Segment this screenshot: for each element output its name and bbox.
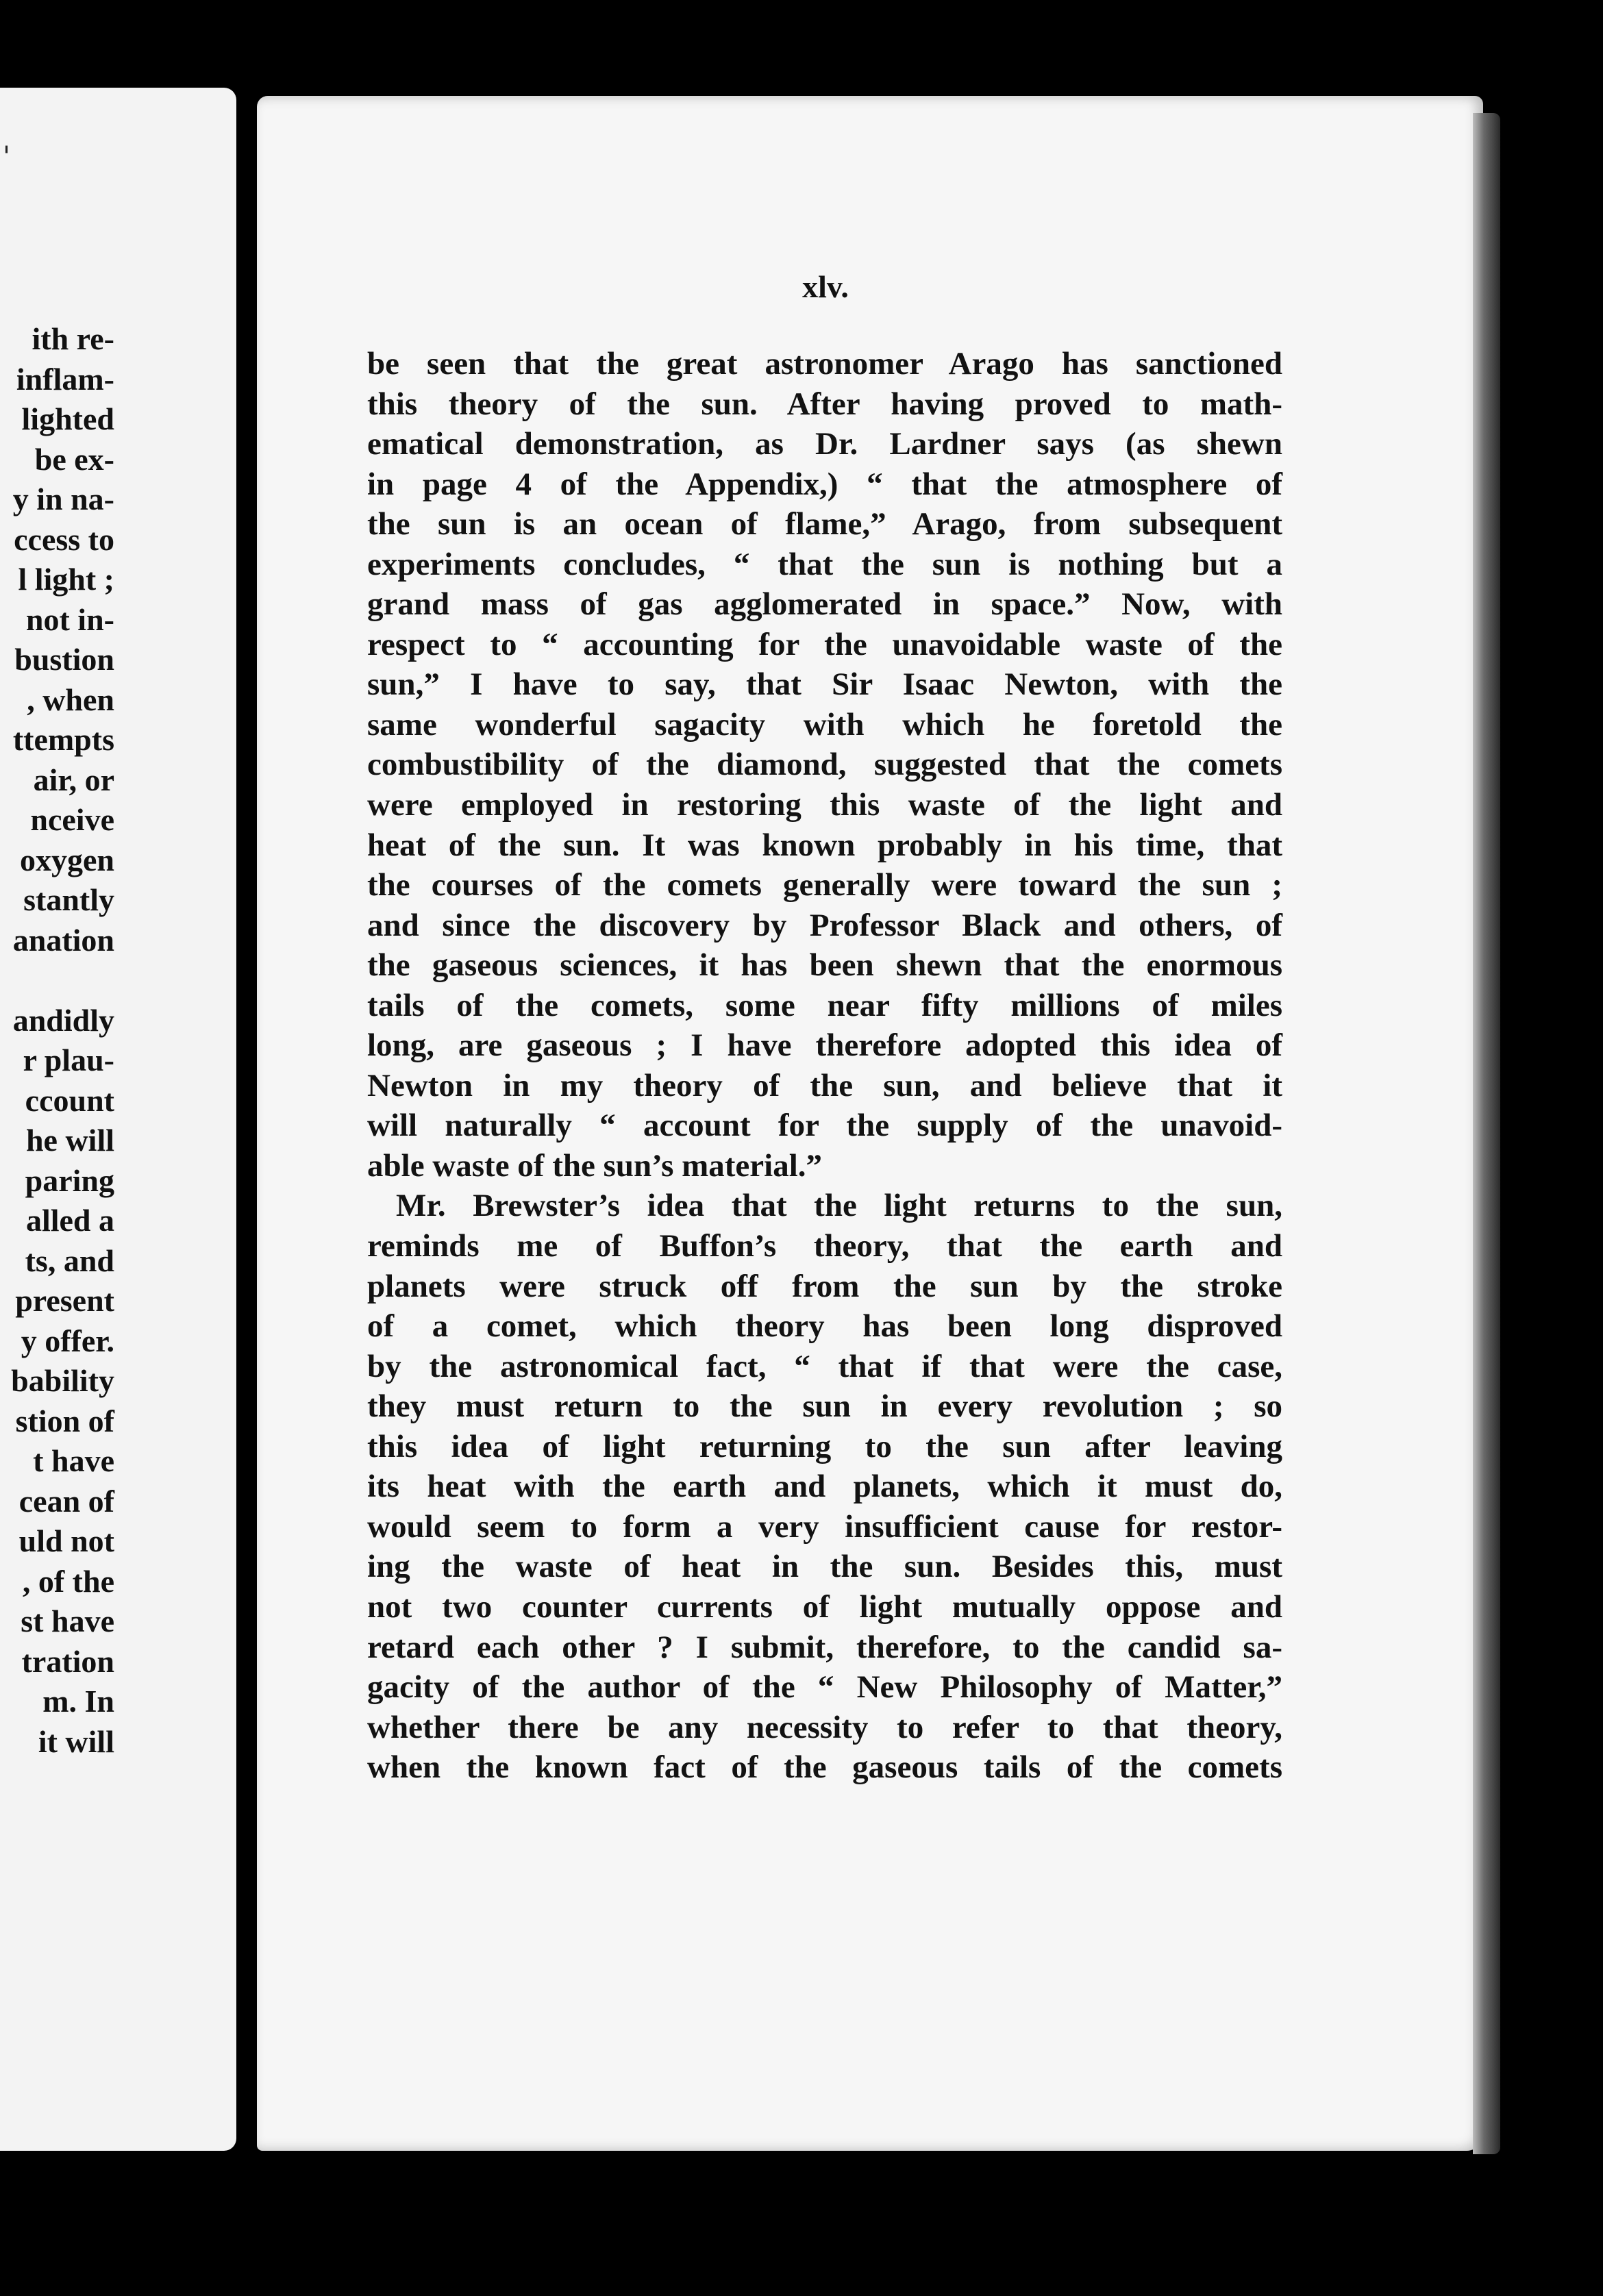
text-line: y in na- [12,482,114,516]
text-line: ts, and [25,1243,114,1278]
text-line: be ex- [34,441,114,477]
text-line: m. In [42,1684,114,1719]
text-line: ematical demonstration, as Dr. Lardner says (as shewn [367,426,1282,462]
text-line: ccount [25,1082,114,1118]
text-line: paring [25,1162,114,1198]
paragraph-end-line: able waste of the sun’s material.” [367,1147,823,1184]
text-line: its heat with the earth and planets, which it must do, [367,1469,1282,1505]
text-line: tails of the comets, some near fifty millions of miles [367,987,1282,1023]
text-line: stantly [23,882,114,917]
text-line: tration [21,1643,114,1679]
paragraph-gap [11,960,114,1001]
text-line: cean of [18,1483,114,1519]
text-line: lighted [21,401,114,436]
text-line: of a comet, which theory has been long disproved [367,1308,1282,1345]
text-line: would seem to form a very insufficient cause for restor- [367,1508,1282,1545]
text-line: by the astronomical fact, “ that if that were the case, [367,1348,1282,1384]
text-line: anation [12,922,114,958]
page-edge-stack [1473,113,1500,2154]
text-line: combustibility of the diamond, suggested that the comets [367,747,1282,783]
text-line: nceive [30,802,114,837]
text-line: andidly [12,1002,114,1038]
text-line: whether there be any necessity to refer to that theory, [367,1709,1282,1745]
text-line: l light ; [18,562,114,597]
text-line: , of the [22,1563,114,1599]
text-line: not two counter currents of light mutually oppose and [367,1588,1282,1625]
text-line: stion of [15,1403,114,1438]
text-line: he will [25,1123,114,1158]
text-line: present [15,1283,114,1318]
text-line: y offer. [21,1323,114,1358]
text-line: be seen that the great astronomer Arago has sanctioned [367,346,1282,382]
text-line: ith re- [32,321,114,356]
text-line: oxygen [20,842,114,877]
book-gutter [236,0,257,2296]
text-line: r plau- [23,1043,114,1077]
text-line: ttempts [12,722,114,757]
text-line: this idea of light returning to the sun after leaving [367,1428,1282,1464]
text-line: ccess to [14,521,114,557]
text-line: this theory of the sun. After having proved to math- [367,386,1282,422]
text-line: the courses of the comets generally were toward the sun ; [367,867,1282,903]
text-line: not in- [25,601,114,637]
text-line: they must return to the sun in every revolution ; so [367,1388,1282,1425]
text-line: , when [27,682,114,717]
text-line: ing the waste of heat in the sun. Besides this, must [367,1549,1282,1585]
text-line: sun,” I have to say, that Sir Isaac Newton, with the [367,666,1282,703]
text-line: long, are gaseous ; I have therefore adopted this idea of [367,1027,1282,1064]
text-line: it will [38,1723,114,1759]
paragraph-first-line: Mr. Brewster’s idea that the light returns to the sun, [396,1188,1282,1224]
text-line: Newton in my theory of the sun, and believe that it [367,1067,1282,1103]
text-line: gacity of the author of the “ New Philosophy of Matter,” [367,1669,1282,1706]
text-line: bability [11,1363,114,1398]
previous-page-text [11,319,114,1762]
page-body-text [367,344,1282,1788]
margin-mark: ' [3,141,10,173]
text-line: same wonderful sagacity with which he foretold the [367,706,1282,743]
text-line: st have [21,1604,114,1638]
text-line: heat of the sun. It was known probably in his time, that [367,827,1282,863]
text-line: when the known fact of the gaseous tails of the comets [367,1749,1282,1786]
text-line: reminds me of Buffon’s theory, that the earth and [367,1228,1282,1264]
text-line: uld not [18,1523,114,1558]
text-line: were employed in restoring this waste of the light and [367,787,1282,823]
text-line: planets were struck off from the sun by the stroke [367,1268,1282,1304]
text-line: t have [33,1443,114,1478]
text-line: alled a [25,1203,114,1238]
text-line: air, or [33,762,114,797]
text-line: inflam- [16,361,114,397]
text-line: the gaseous sciences, it has been shewn that the enormous [367,947,1282,984]
previous-page-fragment [0,88,236,2151]
text-line: retard each other ? I submit, therefore, to the candid sa- [367,1629,1282,1665]
text-line: respect to “ accounting for the unavoidable waste of the [367,626,1282,662]
text-line: in page 4 of the Appendix,) “ that the atmosphere of [367,466,1282,502]
text-line: grand mass of gas agglomerated in space.” Now, with [367,586,1282,623]
text-line: experiments concludes, “ that the sun is nothing but a [367,546,1282,582]
page-number: xlv. [802,269,849,304]
text-line: will naturally “ account for the supply of the unavoid- [367,1108,1282,1144]
text-line: bustion [14,642,114,677]
text-line: the sun is an ocean of flame,” Arago, from subsequent [367,506,1282,542]
text-line: and since the discovery by Professor Black and others, of [367,907,1282,943]
